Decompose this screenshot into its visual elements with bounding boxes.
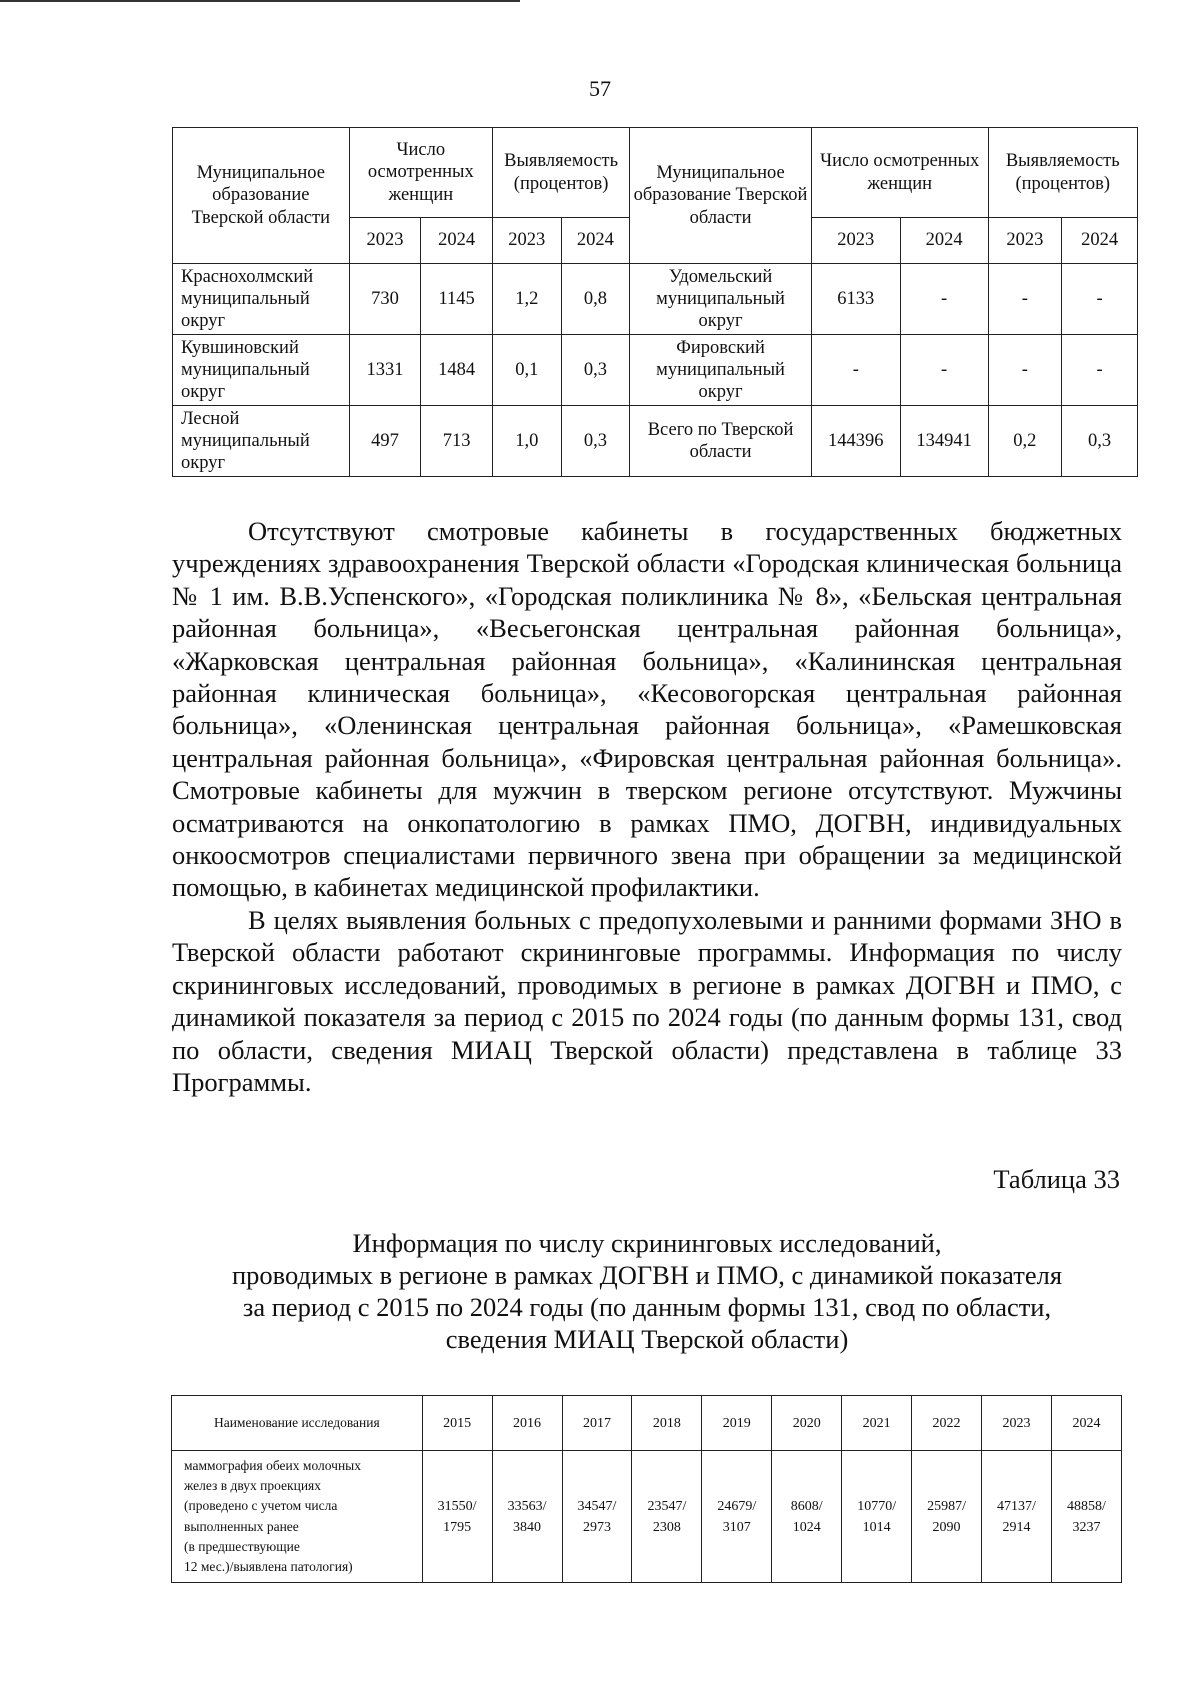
header-year: 2019 <box>702 1396 772 1451</box>
header-year: 2020 <box>772 1396 842 1451</box>
examined-2023: 730 <box>349 264 421 335</box>
header-year: 2021 <box>842 1396 912 1451</box>
value-pathology: 1795 <box>443 1519 472 1535</box>
header-municipality-left: Муниципальное образование Тверской области <box>173 128 350 264</box>
value-performed: 10770/ <box>857 1498 897 1514</box>
detection-2023: 1,0 <box>492 406 561 477</box>
value-cell <box>702 1451 772 1583</box>
examined-2024: 1145 <box>421 264 493 335</box>
detection-2024: - <box>1062 335 1138 406</box>
header-year: 2024 <box>561 218 630 264</box>
value-cell <box>912 1451 982 1583</box>
header-year: 2023 <box>349 218 421 264</box>
detection-2023: - <box>988 335 1062 406</box>
total-label: Всего по Тверской области <box>630 406 812 477</box>
table-label: Таблица 33 <box>993 1164 1120 1194</box>
examined-2023: 6133 <box>811 264 900 335</box>
examined-2024: - <box>900 335 988 406</box>
municipality-name: Лесной муниципальный округ <box>173 406 350 477</box>
municipality-name: Фировский муниципальный округ <box>630 335 812 406</box>
value-performed: 47137/ <box>997 1498 1036 1514</box>
header-year: 2023 <box>988 218 1062 264</box>
value-cell <box>982 1451 1052 1583</box>
table-row <box>173 335 1138 406</box>
table-title <box>172 1227 1122 1355</box>
table-title-line: Информация по числу скрининговых исследований, <box>352 1228 942 1258</box>
study-name-line: маммография обеих молочных <box>184 1457 361 1473</box>
examined-2024: - <box>900 264 988 335</box>
scan-top-line <box>0 0 520 2</box>
value-performed: 34547/ <box>577 1498 617 1514</box>
value-performed: 33563/ <box>507 1498 547 1514</box>
value-performed: 25987/ <box>927 1498 966 1514</box>
detection-2023: 0,2 <box>988 406 1062 477</box>
study-name-line: выполненных ранее <box>184 1518 299 1534</box>
value-pathology: 2973 <box>582 1519 611 1535</box>
value-performed: 31550/ <box>437 1498 477 1514</box>
table-title-line: за период с 2015 по 2024 годы (по данным формы 131, свод по области, <box>242 1292 1052 1322</box>
header-year: 2018 <box>632 1396 702 1451</box>
value-cell <box>632 1451 702 1583</box>
table-title-line: сведения МИАЦ Тверской области) <box>445 1324 849 1354</box>
header-year: 2015 <box>422 1396 492 1451</box>
value-pathology: 3237 <box>1072 1519 1101 1535</box>
detection-2024: 0,3 <box>1062 406 1138 477</box>
value-pathology: 2090 <box>932 1519 961 1535</box>
value-pathology: 2308 <box>652 1519 681 1535</box>
value-pathology: 3107 <box>722 1519 751 1535</box>
examined-2024: 134941 <box>900 406 988 477</box>
table-row <box>173 264 1138 335</box>
value-cell <box>842 1451 912 1583</box>
value-pathology: 1024 <box>792 1519 821 1535</box>
study-name-line: 12 мес.)/выявлена патология) <box>184 1559 353 1574</box>
examined-2023: - <box>811 335 900 406</box>
detection-2023: - <box>988 264 1062 335</box>
table-row <box>172 1451 1122 1583</box>
municipality-name: Краснохолмский муниципальный округ <box>173 264 350 335</box>
study-name-line: (в предшествующие <box>184 1538 300 1554</box>
header-year: 2022 <box>912 1396 982 1451</box>
header-year: 2024 <box>1062 218 1138 264</box>
header-study-name: Наименование исследования <box>172 1396 423 1451</box>
header-year: 2024 <box>421 218 493 264</box>
value-pathology: 1014 <box>862 1519 891 1535</box>
header-year: 2024 <box>1051 1396 1121 1451</box>
header-detection-left: Выявляемость (процентов) <box>492 128 629 218</box>
header-year: 2017 <box>562 1396 632 1451</box>
paragraph: В целях выявления больных с предопухолевыми и ранними формами ЗНО в Тверской области работают скрининговые программы. Информация по числу скрининговых исследований, проводимых в регионе в рамках ДОГВН и ПМО, с динамикой показателя за период с 2015 по 2024 годы (по данным формы 131, свод по области, сведения МИАЦ Тверской области) представлена в таблице 33 Программы. <box>172 904 1122 1097</box>
study-name <box>172 1451 423 1583</box>
value-cell <box>422 1451 492 1583</box>
detection-2024: 0,8 <box>561 264 630 335</box>
header-year: 2024 <box>900 218 988 264</box>
value-performed: 48858/ <box>1067 1498 1106 1514</box>
detection-2024: - <box>1062 264 1138 335</box>
value-performed: 24679/ <box>717 1498 757 1514</box>
value-pathology: 3840 <box>513 1519 542 1535</box>
table-title-line: проводимых в регионе в рамках ДОГВН и ПМО, с динамикой показателя <box>231 1260 1063 1290</box>
examined-2023: 144396 <box>811 406 900 477</box>
body-text <box>172 515 1122 1098</box>
header-examined-right: Число осмотренных женщин <box>811 128 988 218</box>
detection-2024: 0,3 <box>561 406 630 477</box>
municipality-name: Кувшиновский муниципальный округ <box>173 335 350 406</box>
value-performed: 23547/ <box>647 1498 687 1514</box>
value-cell <box>1051 1451 1121 1583</box>
study-name-line: желез в двух проекциях <box>184 1478 321 1493</box>
examined-2023: 497 <box>349 406 421 477</box>
study-name-line: (проведено с учетом числа <box>184 1498 338 1514</box>
examined-2024: 1484 <box>421 335 493 406</box>
table-screening-studies <box>171 1395 1122 1583</box>
examined-2023: 1331 <box>349 335 421 406</box>
table-detection-by-municipality <box>172 127 1138 477</box>
header-municipality-right: Муниципальное образование Тверской области <box>630 128 812 264</box>
header-detection-right: Выявляемость (процентов) <box>988 128 1137 218</box>
header-examined-left: Число осмотренных женщин <box>349 128 492 218</box>
value-cell <box>562 1451 632 1583</box>
detection-2023: 0,1 <box>492 335 561 406</box>
detection-2024: 0,3 <box>561 335 630 406</box>
detection-2023: 1,2 <box>492 264 561 335</box>
paragraph: Отсутствуют смотровые кабинеты в государственных бюджетных учреждениях здравоохранения Тверской области «Городская клиническая больница № 1 им. В.В.Успенского», «Городская поликлиника № 8», «Бельская центральная районная больница», «Весьегонская центральная районная больница», «Жарковская центральная районная больница», «Калининская центральная районная клиническая больница», «Кесовогорская центральная районная больница», «Оленинская центральная районная больница», «Рамешковская центральная районная больница», «Фировская центральная районная больница». Смотровые кабинеты для мужчин в тверском регионе отсутствуют. Мужчины осматриваются на онкопатологию в рамках ПМО, ДОГВН, индивидуальных онкоосмотров специалистами первичного звена при обращении за медицинской помощью, в кабинетах медицинской профилактики. <box>172 516 1122 903</box>
value-cell <box>772 1451 842 1583</box>
header-year: 2023 <box>492 218 561 264</box>
header-year: 2023 <box>811 218 900 264</box>
header-year: 2016 <box>492 1396 562 1451</box>
value-cell <box>492 1451 562 1583</box>
page-number: 57 <box>589 76 611 101</box>
header-year: 2023 <box>982 1396 1052 1451</box>
value-performed: 8608/ <box>790 1498 823 1514</box>
municipality-name: Удомельский муниципальный округ <box>630 264 812 335</box>
value-pathology: 2914 <box>1002 1519 1031 1535</box>
table-row <box>173 406 1138 477</box>
examined-2024: 713 <box>421 406 493 477</box>
